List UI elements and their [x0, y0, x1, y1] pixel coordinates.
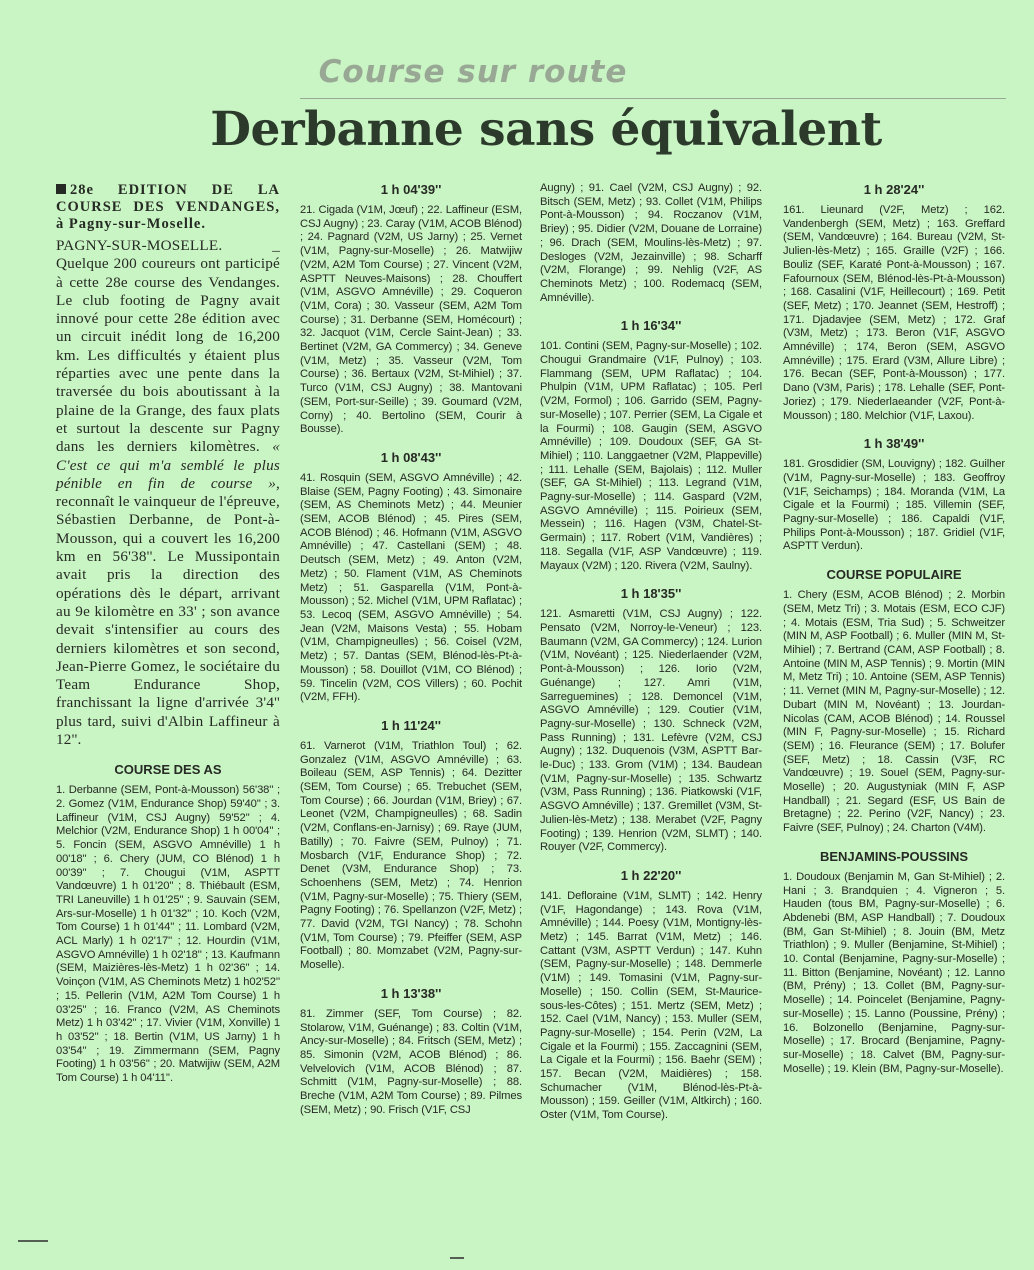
column-1 — [56, 182, 280, 1086]
time-heading: 1 h 28'24'' — [863, 182, 925, 197]
time-heading: 1 h 38'49'' — [863, 436, 925, 452]
section-kicker: Course sur route — [318, 54, 628, 90]
results-continued: Augny) ; 91. Cael (V2M, CSJ Augny) ; 92. Bitsch (SEM, Metz) ; 93. Collet (V1M, Philips Pont-à-Mousson) ; 94. Roczanov (V1M, Briey) ; 95. Didier (V2M, Douane de Lorraine) ; 96. Drach (SEM, Moulins-lès-Metz) ; 97. Desloges (V2M, Jezainville) ; 98. Scharff (V2M, Florange) ; 99. Nehlig (V2F, AS Cheminots Metz) ; 100. Rodemacq (SEM, Amnéville). — [540, 182, 762, 304]
results-block: 61. Varnerot (V1M, Triathlon Toul) ; 62. Gonzalez (V1M, ASGVO Amnéville) ; 63. Boileau (SEM, ASP Tennis) ; 64. Dezitter (SEM, Tom Course) ; 65. Trebuchet (SEM, Tom Course) ; 66. Jourdan (V1M, Briey) ; 67. Leonet (V2M, Champigneulles) ; 68. Sadin (V2M, Conflans-en-Jarnisy) ; 69. Raye (JUM, Batilly) ; 70. Faivre (SEM, Pulnoy) ; 71. Mosbarch (V1F, Endurance Shop) ; 72. Denet (V3M, Endurance Shop) ; 73. Schoenhens (SEM, Metz) ; 74. Henrion (V1M, Pagny-sur-Moselle) ; 75. Thiery (SEM, Pagny Footing) ; 76. Spellanzon (V2F, Metz) ; 77. David (V2M, TGI Nancy) ; 78. Schohn (V1M, Tom Course) ; 79. Pfeiffer (SEM, ASP Football) ; 80. Momzabet (V2M, Pagny-sur-Moselle). — [300, 739, 522, 972]
section-title-course-populaire: COURSE POPULAIRE — [826, 567, 962, 583]
lead-text-2: , reconnaît le vainqueur de l'épreuve, Sébastien Derbanne, de Pont-à-Mousson, qui a couvert les 16,200 km en 56'38''. Le Mussipontain avait pris la direction des opérations dès le départ, arrivant au 9e kilomètre en 33' ; son avance devait s'intensifier au cours des derniers kilomètres et son second, Jean-Pierre Gomez, le sociétaire du Team Endurance Shop, franchissant la ligne d'arrivée 3'4'' plus tard, suivi d'Albin Laffineur à 12''. — [56, 474, 280, 749]
lead-heading-text: 28e EDITION DE LA COURSE DES VENDANGES, à Pagny-sur-Moselle. — [56, 182, 280, 232]
section-title-course-des-as: COURSE DES AS — [114, 762, 222, 778]
header-rule — [300, 98, 1006, 99]
column-4 — [783, 182, 1005, 1076]
column-3 — [540, 182, 762, 1123]
column-2 — [300, 182, 522, 1117]
results-block: 161. Lieunard (V2F, Metz) ; 162. Vandenbergh (SEM, Metz) ; 163. Greffard (SEM, Vandœuvre) ; 164. Bureau (V2M, St-Julien-lès-Metz) ; 165. Graille (V2F) ; 166. Bouliz (SEF, Karaté Pont-à-Mousson) ; 167. Fafournoux (SEM, Blénod-lès-Pt-à-Mousson) ; 168. Casalini (V1F, Heillecourt) ; 169. Petit (SEF, Metz) ; 170. Jeannet (SEM, Hestroff) ; 171. Djadavjee (SEM, Metz) ; 172. Graf (V3M, Metz) ; 173. Beron (V1F, ASGVO Amnéville) ; 174, Beron (SEM, ASGVO Amnéville) ; 175. Erard (V3M, Allure Libre) ; 176. Becan (SEF, Pont-à-Mousson) ; 177. Dano (V3M, Paris) ; 178. Lehalle (SEF, Pont-Joriez) ; 179. Niederlaeander (V2F, Pont-à-Mousson) ; 180. Melchior (V1F, Laxou). — [783, 204, 1005, 422]
time-heading: 1 h 13'38'' — [380, 985, 442, 1001]
lead-paragraph — [56, 237, 280, 749]
time-heading: 1 h 16'34'' — [620, 318, 682, 334]
results-block: 181. Grosdidier (SM, Louvigny) ; 182. Guilher (V1M, Pagny-sur-Moselle) ; 183. Geoffroy (V1F, Seichamps) ; 184. Moranda (V1M, La Cigale et la Fourmi) ; 185. Villemin (SEF, Pagny-sur-Moselle) ; 186. Capaldi (V1F, Philips Pont-à-Mousson) ; 187. Gridiel (V1F, ASPTT Verdun). — [783, 458, 1005, 553]
results-block: 141. Defloraine (V1M, SLMT) ; 142. Henry (V1F, Hagondange) ; 143. Rova (V1M, Amnéville) ; 144. Poesy (V1M, Montigny-lès-Metz) ; 145. Barrat (V1M, Metz) ; 146. Cattant (V3M, ASPTT Verdun) ; 147. Kuhn (SEM, Pagny-sur-Moselle) ; 148. Demmerle (V1M) ; 149. Tomasini (V1M, Pagny-sur-Moselle) ; 150. Collin (SEM, St-Maurice-sous-les-Côtes) ; 151. Mertz (SEM, Metz) ; 152. Cael (V1M, Nancy) ; 153. Muller (SEM, Pagny-sur-Moselle) ; 154. Perin (V2M, La Cigale et la Fourmi) ; 155. Zaccagnini (SEM, La Cigale et la Fourmi) ; 156. Baehr (SEM) ; 157. Becan (V2M, Maidières) ; 158. Schumacher (V1M, Blénod-lès-Pt-à-Mousson) ; 159. Geiller (V1M, Altkirch) ; 160. Oster (V1M, Tom Course). — [540, 889, 762, 1122]
results-course-populaire: 1. Chery (ESM, ACOB Blénod) ; 2. Morbin (SEM, Metz Tri) ; 3. Motais (ESM, ECO CJF) ; 4. Motais (ESM, Tria Sud) ; 5. Schweitzer (MIN M, ASP Football) ; 6. Muller (MIN M, St-Mihiel) ; 7. Bertrand (CAM, ASP Football) ; 8. Antoine (MIN M, ASP Tennis) ; 9. Mortin (MIN M, Metz Tri) ; 10. Antoine (SEM, ASP Tennis) ; 11. Vernet (MIN M, Pagny-sur-Moselle) ; 12. Dubart (MIN M, Novéant) ; 13. Jourdan-Nicolas (CAM, ACOB Blénod) ; 14. Roussel (MIN F, Pagny-sur-Moselle) ; 15. Richard (SEM) ; 16. Fleurance (SEM) ; 17. Bolufer (SEF, Metz) ; 18. Cassin (V3F, RC Vandœuvre) ; 19. Souel (SEM, Pagny-sur-Moselle) ; 20. Augustyniak (MIN F, ASP Handball) ; 21. Segard (ESF, US Bain de Bretagne) ; 22. Perino (V2F, Nancy) ; 23. Faivre (SEF, Pulnoy) ; 24. Charton (V4M). — [783, 589, 1005, 835]
time-heading: 1 h 04'39'' — [380, 182, 442, 197]
results-block: 81. Zimmer (SEF, Tom Course) ; 82. Stolarow, V1M, Guénange) ; 83. Coltin (V1M, Ancy-sur-Moselle) ; 84. Fritsch (SEM, Metz) ; 85. Simonin (V2M, ACOB Blénod) ; 86. Velvelovich (V1M, ACOB Blénod) ; 87. Schmitt (V1M, Pagny-sur-Moselle) ; 88. Breche (V1M, A2M Tom Course) ; 89. Pilmes (SEM, Metz) ; 90. Frisch (V1F, CSJ — [300, 1007, 522, 1116]
bullet-square-icon — [56, 184, 66, 194]
results-block: 21. Cigada (V1M, Jœuf) ; 22. Laffineur (ESM, CSJ Augny) ; 23. Caray (V1M, ACOB Blénod) ; 24. Pagnard (V2M, US Jarny) ; 25. Vernet (V1M, Pagny-sur-Moselle) ; 26. Matwijiw (V2M, A2M Tom Course) ; 27. Vincent (V2M, ASPTT Neuves-Maisons) ; 28. Chouffert (V1M, ASGVO Amnéville) ; 29. Coqueron (V1M, Cora) ; 30. Vasseur (SEM, A2M Tom Course) ; 31. Derbanne (SEM, Homécourt) ; 32. Jacquot (V1M, Cercle Saint-Jean) ; 33. Bertinet (V2M, GA Commercy) ; 34. Geneve (V1M, Metz) ; 35. Vasseur (V2M, Tom Course) ; 36. Bertaux (V2M, St-Mihiel) ; 37. Turco (V1M, CSJ Augny) ; 38. Mantovani (SEM, Port-sur-Seille) ; 39. Goumard (V2M, Corny) ; 40. Bertolino (SEM, Courir à Bousse). — [300, 204, 522, 436]
section-title-benjamins-poussins: BENJAMINS-POUSSINS — [819, 848, 969, 864]
time-heading: 1 h 18'35'' — [620, 586, 682, 602]
results-course-des-as: 1. Derbanne (SEM, Pont-à-Mousson) 56'38'' ; 2. Gomez (V1M, Endurance Shop) 59'40'' ; 3. Laffineur (V1M, CSJ Augny) 59'52'' ; 4. Melchior (V2M, Endurance Shop) 1 h 00'04'' ; 5. Foncin (SEM, ASGVO Amnéville) 1 h 00'18'' ; 6. Chery (JUM, CO Blénod) 1 h 00'39'' ; 7. Chougui (V1M, ASPTT Vandœuvre) 1 h 01'20'' ; 8. Thiébault (ESM, TRI Laneuville) 1 h 01'25'' ; 9. Sauvain (SEM, Ars-sur-Moselle) 1 h 01'32'' ; 10. Koch (V2M, Tom Course) 1 h 01'44'' ; 11. Lombard (V2M, ACL Marly) 1 h 02'17'' ; 12. Hourdin (V1M, ASGVO Amnéville) 1 h 02'18'' ; 13. Kaufmann (SEM, Maizières-lès-Metz) 1 h 02'36'' ; 14. Voinçon (V1M, AS Cheminots Metz) 1 h02'52'' ; 15. Pellerin (V1M, A2M Tom Course) 1 h 03'25'' ; 16. Franco (V2M, AS Cheminots Metz) 1 h 03'42'' ; 17. Vivier (V1M, Xonville) 1 h 03'52'' ; 18. Bertin (V1M, US Jarny) 1 h 03'54'' ; 19. Zimmermann (SEM, Pagny Footing) 1 h 03'56'' ; 20. Matwijiw (SEM, A2M Tom Course) 1 h 04'11''. — [56, 784, 280, 1085]
time-heading: 1 h 22'20'' — [620, 867, 682, 883]
results-block: 121. Asmaretti (V1M, CSJ Augny) ; 122. Pensato (V2M, Norroy-le-Veneur) ; 123. Baumann (V2M, GA Commercy) ; 124. Lurion (V1M, Novéant) ; 125. Niederlaender (V2M, Pont-à-Mousson) ; 126. Iorio (V2M, Guénange) ; 127. Amri (V1M, Sarreguemines) ; 128. Demoncel (V1M, ASGVO Amnéville) ; 129. Coutier (V1M, Pagny-sur-Moselle) ; 130. Schneck (V2M, Pass Running) ; 131. Lefèvre (V2M, CSJ Augny) ; 132. Duquenois (V3M, ASPTT Bar-le-Duc) ; 133. Grom (V1M) ; 134. Baudean (V1M, Pagny-sur-Moselle) ; 135. Schwartz (V3M, Pass Running) ; 136. Piatkowski (V1F, ASGVO Amnéville) ; 137. Gremillet (V3M, St-Julien-lès-Metz) ; 138. Merabet (V2F, Pagny Footing) ; 139. Henrion (V2M, SLMT) ; 140. Rouyer (V2F, Commercy). — [540, 608, 762, 854]
scan-mark-left — [18, 1240, 48, 1242]
lead-quote: « C'est ce qui m'a semblé le plus pénible en fin de course » — [56, 438, 280, 492]
results-block: 41. Rosquin (SEM, ASGVO Amnéville) ; 42. Blaise (SEM, Pagny Footing) ; 43. Simonaire (SEM, AS Cheminots Metz) ; 44. Meunier (SEM, ACOB Blénod) ; 45. Pires (SEM, ACOB Blénod) ; 46. Hofmann (V1M, ASGVO Amnéville) ; 47. Castellani (SEM) ; 48. Deutsch (SEM, Metz) ; 49. Anton (V2M, Metz) ; 50. Flament (V1M, AS Cheminots Metz) ; 51. Gasparella (V1M, Pont-à-Mousson) ; 52. Michel (V1M, UPM Raflatac) ; 53. Lecoq (SEM, ASGVO Amnéville) ; 54. Jean (V2M, Maisons Vesta) ; 55. Hobam (V1M, Champigneulles) ; 56. Coisel (V2M, Metz) ; 57. Dantas (SEM, Blénod-lès-Pt-à-Mousson) ; 58. Douillot (V1M, CO Blénod) ; 59. Tincelin (V2M, COS Villers) ; 60. Pochit (V2M, FFH). — [300, 471, 522, 704]
headline: Derbanne sans équivalent — [210, 102, 882, 157]
scan-mark-bottom — [450, 1257, 464, 1259]
time-heading: 1 h 08'43'' — [380, 449, 442, 465]
results-block: 101. Contini (SEM, Pagny-sur-Moselle) ; 102. Chougui Grandmaire (V1F, Pulnoy) ; 103. Flammang (SEM, UPM Raflatac) ; 104. Phulpin (V1M, UPM Raflatac) ; 105. Perl (V2M, Formol) ; 106. Garrido (SEM, Pagny-sur-Moselle) ; 107. Perrier (SEM, La Cigale et la Fourmi) ; 108. Gaugin (SEM, ASGVO Amnéville) ; 109. Doudoux (SEF, GA St-Mihiel) ; 110. Langgaetner (V2M, Plappeville) ; 111. Lehalle (SEM, Bajolais) ; 112. Muller (SEF, GA St-Mihiel) ; 113. Legrand (V1M, Pagny-sur-Moselle) ; 114. Gaspard (V2M, ASGVO Amnéville) ; 115. Poirieux (SEM, Messein) ; 116. Hagen (V3M, Chatel-St-Germain) ; 117. Robert (V1M, Vandières) ; 118. Segalla (V1F, ASP Vandœuvre) ; 119. Mayaux (V2M) ; 120. Rivera (V2M, Saulny). — [540, 340, 762, 572]
lead-text-1: PAGNY-SUR-MOSELLE. _ Quelque 200 coureurs ont participé à cette 28e course des Vendanges. Le club footing de Pagny avait innové pour cette 28e édition avec un circuit inédit long de 16,200 km. Les difficultés y étaient plus réparties avec une pente dans la traversée du bois aboutissant à la plaine de la Grange, des faux plats et surtout la descente sur Pagny dans les derniers kilomètres. — [56, 237, 280, 456]
lead-heading — [56, 182, 280, 233]
time-heading: 1 h 11'24'' — [381, 717, 441, 733]
results-benjamins-poussins: 1. Doudoux (Benjamin M, Gan St-Mihiel) ; 2. Hani ; 3. Brandquien ; 4. Vigneron ; 5. Hauden (tous BM, Pagny-sur-Moselle) ; 6. Abdenebi (BM, ASP Handball) ; 7. Doudoux (BM, Gan St-Mihiel) ; 8. Jouin (BM, Metz Triathlon) ; 9. Muller (Benjamine, St-Mihiel) ; 10. Contal (Benjamine, Pagny-sur-Moselle) ; 11. Bitton (Benjamine, Novéant) ; 12. Lanno (BM, Prény) ; 13. Collet (BM, Pagny-sur-Moselle) ; 14. Poincelet (Benjamine, Pagny-sur-Moselle) ; 15. Lanno (Poussine, Prény) ; 16. Bolzonello (Benjamine, Pagny-sur-Moselle) ; 17. Brocard (Benjamine, Pagny-sur-Moselle) ; 18. Calvet (BM, Pagny-sur-Moselle) ; 19. Klein (BM, Pagny-sur-Moselle). — [783, 870, 1005, 1075]
